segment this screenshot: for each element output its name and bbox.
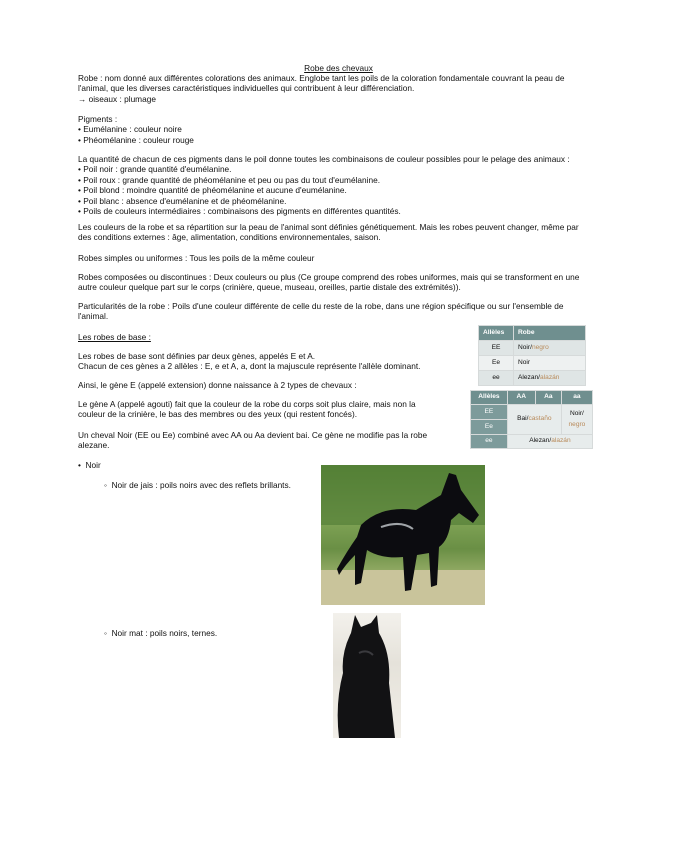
list-item: • Eumélanine : couleur noire [78, 124, 602, 134]
table-cell: EE [471, 405, 508, 420]
noir-mat-item: ◦ Noir mat : poils noirs, ternes. [104, 628, 218, 638]
list-item: • Poil blond : moindre quantité de phéomélanine et aucune d'eumélanine. [78, 185, 602, 195]
intro-paragraph [78, 73, 602, 104]
robe-spanish: negro [568, 420, 586, 428]
black-horse-photo [321, 465, 485, 605]
quantity-text: La quantité de chacun de ces pigments dans le poil donne toutes les combinaisons de couleur possibles pour le pelage des animaux : [78, 154, 570, 164]
list-item: • Phéomélanine : couleur rouge [78, 135, 602, 145]
pigments-heading: Pigments : [78, 114, 118, 124]
robe-spanish: alazán [551, 437, 571, 445]
table-cell: EE [479, 341, 514, 356]
table-cell: Ee [471, 420, 508, 435]
list-item: • Poil blanc : absence d'eumélanine et de phéomélanine. [78, 196, 602, 206]
paragraph-line: Les couleurs de la robe et sa répartition sur la peau de l'animal sont définies génétiquement. Mais les robes peuvent changer, même par [78, 222, 579, 232]
paragraph-line: Chacun de ces gènes a 2 allèles : E, e et A, a, dont la majuscule représente l'allèle dominant. [78, 361, 421, 372]
horse-head-icon [333, 613, 401, 738]
matte-black-horse-photo [333, 613, 401, 738]
table-cell-noir: Noir/ negro [561, 405, 592, 435]
table-row [471, 435, 593, 449]
alleles-table-ea [470, 390, 593, 449]
robe-spanish: alazán [540, 373, 560, 381]
robe-name: Alezan [529, 437, 550, 445]
table-header: Allèles [479, 326, 514, 341]
paragraph-line: Un cheval Noir (EE ou Ee) combiné avec AA ou Aa devient bai. Ce gène ne modifie pas la robe [78, 430, 428, 440]
base-heading: Les robes de base : [78, 332, 151, 342]
robe-name: Bai [517, 415, 527, 423]
paragraph-line: Robes composées ou discontinues : Deux couleurs ou plus (Ce groupe comprend des robes uniformes, mais qui se transforment en une [78, 272, 580, 282]
ainsi-line: Ainsi, le gène E (appelé extension) donne naissance à 2 types de chevaux : [78, 380, 357, 390]
gene-a-paragraph [78, 399, 438, 420]
table-header: Allèles [471, 391, 508, 405]
robe-spanish: castaño [528, 415, 552, 423]
table-row [479, 371, 586, 386]
table-cell-bai: Bai/castaño [507, 405, 561, 435]
table-header: aa [561, 391, 592, 405]
paragraph-line: des conditions externes : âge, alimentation, conditions environnementales, saison. [78, 232, 381, 243]
robe-name: Noir [518, 358, 531, 366]
noir-jais-item: ◦ Noir de jais : poils noirs avec des reflets brillants. [104, 480, 291, 490]
pigments-list [78, 124, 602, 145]
noir-bullet: • Noir [78, 460, 101, 470]
table-cell-alezan: Alezan/alazán [507, 435, 592, 449]
noir-mat-text: Noir mat : poils noirs, ternes. [111, 628, 218, 638]
simple-robes: Robes simples ou uniformes : Tous les poils de la même couleur [78, 253, 315, 263]
list-item: • Poil roux : grande quantité de phéomélanine et peu ou pas du tout d'eumélanine. [78, 175, 602, 185]
table-cell: ee [479, 371, 514, 386]
paragraph-line: Particularités de la robe : Poils d'une couleur différente de celle du reste de la robe, dans une région spécifique ou sur l'ensemble de [78, 301, 564, 311]
robe-name: Noir [569, 410, 583, 418]
alleles-table-e [478, 325, 586, 386]
paragraph-line: l'animal. [78, 311, 109, 322]
list-item: • Poils de couleurs intermédiaires : combinaisons des pigments en différentes quantités. [78, 206, 602, 216]
paragraph-line: alezane. [78, 440, 110, 451]
table-cell: ee [471, 435, 508, 449]
composed-robes [78, 272, 602, 293]
table-row [471, 405, 593, 420]
table-cell [514, 356, 586, 371]
noir-label: Noir [85, 460, 101, 470]
table-cell: Ee [479, 356, 514, 371]
paragraph-line: autre couleur quelque part sur le corps (crinière, queue, museau, oreilles, partie distale des extrémités)). [78, 282, 461, 293]
table-cell: Alezan/alazán [514, 371, 586, 386]
paragraph-line: Le gène A (appelé agouti) fait que la couleur de la robe du corps soit plus claire, mais non la [78, 399, 416, 409]
list-item: • Poil noir : grande quantité d'eumélanine. [78, 164, 602, 174]
intro-line: → oiseaux : plumage [78, 93, 156, 104]
paragraph-line: couleur de la crinière, le bas des membres ou des yeux (qui restent foncés). [78, 409, 358, 420]
intro-line: Robe : nom donné aux différentes colorations des animaux. Englobe tant les poils de la coloration fondamentale couvrant la peau de [78, 73, 565, 83]
cheval-noir-paragraph [78, 430, 448, 451]
table-header: AA [507, 391, 535, 405]
robe-name: Noir [518, 343, 531, 351]
pigments-section [78, 114, 602, 145]
table-header: Robe [514, 326, 586, 341]
table-header-row [479, 326, 586, 341]
noir-jais-text: Noir de jais : poils noirs avec des reflets brillants. [111, 480, 291, 490]
table-header: Aa [535, 391, 561, 405]
base-paragraph [78, 351, 458, 372]
robe-spanish: negro [531, 343, 549, 351]
table-cell: Noir/negro [514, 341, 586, 356]
horse-silhouette-icon [321, 465, 485, 605]
particularities [78, 301, 602, 322]
quantity-section [78, 154, 602, 216]
intro-line: l'animal, que les diverses caractéristiques individuelles qui contribuent à leur différenciation. [78, 83, 415, 94]
colors-paragraph [78, 222, 602, 243]
robe-name: Alezan [518, 373, 539, 381]
paragraph-line: Les robes de base sont définies par deux gènes, appelés E et A. [78, 351, 316, 361]
page-title: Robe des chevaux [304, 63, 373, 73]
table-row [479, 341, 586, 356]
table-row [479, 356, 586, 371]
table-header-row [471, 391, 593, 405]
quantity-list [78, 164, 602, 216]
